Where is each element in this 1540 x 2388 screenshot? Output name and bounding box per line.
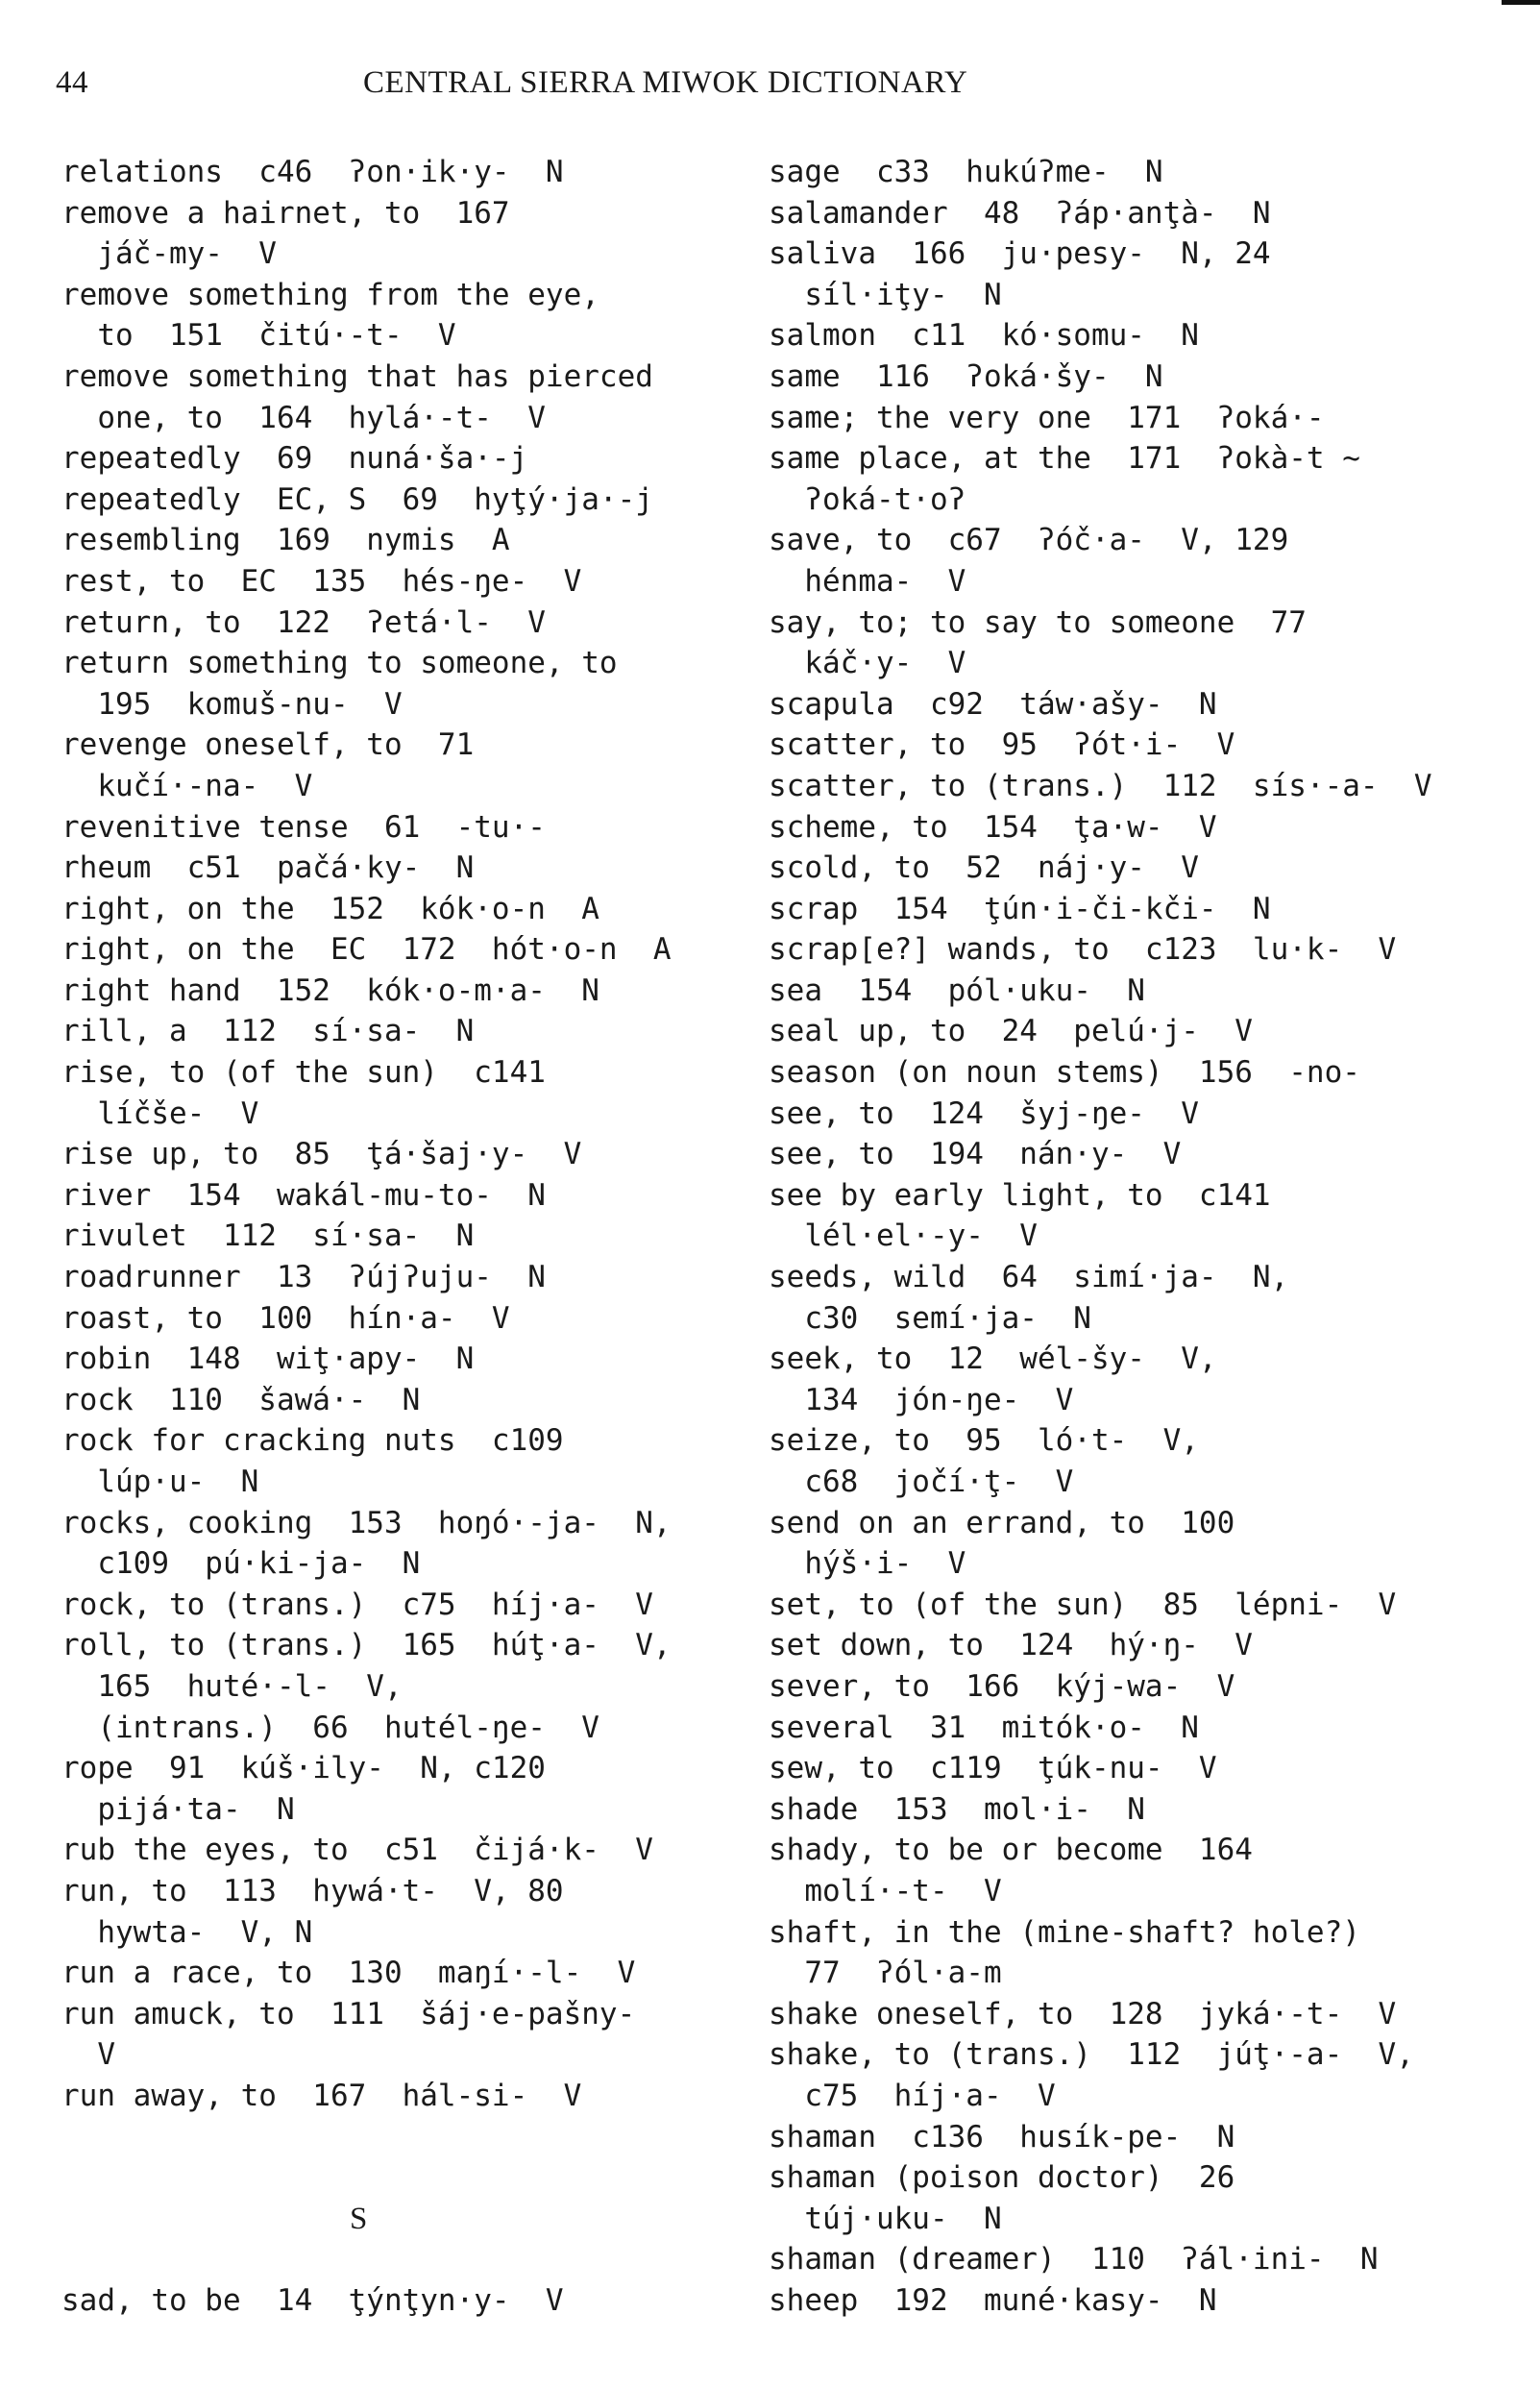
dictionary-entry-line: sew, to c119 ţúk-nu- V [769,1751,1217,1786]
dictionary-entry-line: same 116 ʔoká·šy- N [769,358,1163,394]
dictionary-entry-line: seize, to 95 ló·t- V, [769,1423,1199,1459]
dictionary-entry-line: c68 jočí·ţ- V [769,1465,1074,1499]
dictionary-entry-line: season (on noun stems) 156 -no- [769,1055,1360,1091]
dictionary-entry-line: jáč-my- V [61,236,277,272]
dictionary-entry-line: shaman (poison doctor) 26 [769,2160,1235,2196]
dictionary-entry-line: sever, to 166 kýj-wa- V [769,1668,1235,1704]
dictionary-entry-line: save, to c67 ʔóč·a- V, 129 [769,523,1289,558]
dictionary-entry-line: shaman c136 husík-pe- N [769,2119,1235,2154]
dictionary-entry-line: one, to 164 hylá·-t- V [61,400,546,435]
dictionary-entry-line: 195 komuš-nu- V [61,686,403,722]
dictionary-entry-line: several 31 mitók·o- N [769,1710,1199,1745]
dictionary-entry-line: robin 148 wiţ·apy- N [61,1342,475,1377]
dictionary-entry-line: shake oneself, to 128 jyká·-t- V [769,1996,1397,2031]
dictionary-entry-line: hywta- V, N [61,1914,313,1950]
dictionary-entry-line: roadrunner 13 ʔújʔuju- N [61,1260,546,1295]
dictionary-entry-line: salmon c11 kó·somu- N [769,318,1199,354]
dictionary-entry-line: káč·y- V [769,646,966,681]
dictionary-entry-line: rest, to EC 135 hés-ŋe- V [61,563,582,599]
page-edge-mark [1502,0,1540,5]
dictionary-entry-line: hénma- V [769,563,966,599]
dictionary-entry-line: rill, a 112 sí·sa- N [61,1014,475,1049]
dictionary-entry-line: ʔoká-t·oʔ [769,481,966,517]
dictionary-entry-line: c75 híj·a- V [769,2078,1056,2113]
dictionary-entry-line: resembling 169 nymis A [61,523,510,558]
dictionary-entry-line: set down, to 124 hý·ŋ- V [769,1628,1253,1663]
blank-line [61,2239,724,2280]
dictionary-entry-line: lúp·u- N [61,1465,259,1499]
dictionary-entry-line: seal up, to 24 pelú·j- V [769,1014,1253,1049]
dictionary-entry-line: shaman (dreamer) 110 ʔál·ini- N [769,2242,1379,2277]
blank-line [61,2117,724,2158]
dictionary-entry-line: right, on the EC 172 hót·o-n A [61,932,672,968]
dictionary-entry-line: rock 110 šawá·- N [61,1382,421,1417]
dictionary-entry-line: 77 ʔól·a-m [769,1956,1002,1991]
dictionary-entry-line: set, to (of the sun) 85 lépni- V [769,1587,1397,1622]
dictionary-entry-line: run, to 113 hywá·t- V, 80 [61,1873,564,1908]
dictionary-entry-line: say, to; to say to someone 77 [769,604,1307,640]
dictionary-entry-line: rub the eyes, to c51 čijá·k- V [61,1833,653,1868]
dictionary-entry-line: right, on the 152 kók·o-n A [61,891,599,926]
dictionary-entry-line: c109 pú·ki-ja- N [61,1546,421,1582]
dictionary-entry-line: remove something from the eye, [61,277,599,312]
dictionary-entry-line: salamander 48 ʔáp·anţà- N [769,195,1271,231]
dictionary-entry-line: shade 153 mol·i- N [769,1791,1145,1827]
dictionary-entry-line: pijá·ta- N [61,1791,295,1827]
dictionary-entry-line: c30 semí·ja- N [769,1300,1091,1336]
dictionary-entry-line: scatter, to 95 ʔót·i- V [769,727,1235,763]
dictionary-entry-line: rock, to (trans.) c75 híj·a- V [61,1587,653,1622]
dictionary-entry-line: scold, to 52 náj·y- V [769,850,1199,886]
dictionary-entry-line: rock for cracking nuts c109 [61,1423,564,1459]
dictionary-entry-line: shaft, in the (mine-shaft? hole?) [769,1914,1360,1950]
dictionary-entry-line: scapula c92 táw·ašy- N [769,686,1217,722]
dictionary-entry-line: sage c33 hukúʔme- N [769,155,1163,189]
dictionary-entry-line: lél·el·-y- V [769,1219,1038,1254]
dictionary-entry-line: rheum c51 pačá·ky- N [61,850,475,886]
dictionary-entry-line: see by early light, to c141 [769,1177,1271,1213]
dictionary-entry-line: seeds, wild 64 simí·ja- N, [769,1260,1289,1295]
dictionary-entry-line: scrap[e?] wands, to c123 lu·k- V [769,932,1397,968]
dictionary-entry-line: relations c46 ʔon·ik·y- N [61,155,564,189]
dictionary-entry-line: rocks, cooking 153 hoŋó·-ja- N, [61,1505,672,1540]
page-number: 44 [56,65,88,100]
dictionary-entry-line: rise up, to 85 ţá·šaj·y- V [61,1137,582,1172]
running-title: CENTRAL SIERRA MIWOK DICTIONARY [363,65,968,100]
dictionary-entry-line: roll, to (trans.) 165 húţ·a- V, [61,1628,672,1663]
dictionary-entry-line: sad, to be 14 ţýnţyn·y- V [61,2282,564,2318]
dictionary-entry-line: to 151 čitú·-t- V [61,318,456,354]
dictionary-entry-line: scheme, to 154 ţa·w- V [769,809,1217,845]
dictionary-entry-line: seek, to 12 wél-šy- V, [769,1342,1217,1377]
dictionary-entry-line: repeatedly EC, S 69 hyţý·ja·-j [61,481,653,517]
dictionary-entry-line: rivulet 112 sí·sa- N [61,1219,475,1254]
dictionary-entry-line: return something to someone, to [61,646,618,681]
dictionary-entry-line: repeatedly 69 nuná·ša·-j [61,441,528,477]
dictionary-entry-line: shake, to (trans.) 112 júţ·-a- V, [769,2037,1414,2073]
dictionary-entry-line: see, to 124 šyj-ŋe- V [769,1096,1199,1131]
dictionary-entry-line: run away, to 167 hál-si- V [61,2078,582,2113]
dictionary-entry-line: hýš·i- V [769,1546,966,1582]
dictionary-entry-line: same; the very one 171 ʔoká·- [769,400,1325,435]
dictionary-entry-line: síl·iţy- N [769,277,1002,312]
dictionary-entry-line: run a race, to 130 maŋí·-l- V [61,1956,636,1991]
dictionary-entry-line: túj·uku- N [769,2201,1002,2236]
dictionary-entry-line: 134 jón-ŋe- V [769,1382,1074,1417]
dictionary-entry-line: molí·-t- V [769,1873,1002,1908]
dictionary-entry-line: kučí·-na- V [61,768,313,803]
dictionary-entry-line: V [61,2037,115,2073]
dictionary-entry-line: rope 91 kúš·ily- N, c120 [61,1751,546,1786]
dictionary-entry-line: shady, to be or become 164 [769,1833,1253,1868]
dictionary-entry-line: run amuck, to 111 šáj·e-pašny- [61,1996,636,2031]
dictionary-entry-line: sheep 192 muné·kasy- N [769,2282,1217,2318]
dictionary-entry-line: river 154 wakál-mu-to- N [61,1177,546,1213]
dictionary-entry-line: líčše- V [61,1096,259,1131]
dictionary-entry-line: scrap 154 ţún·i-či-kči- N [769,891,1271,926]
section-letter: S [350,2201,368,2236]
dictionary-entry-line: saliva 166 ju·pesy- N, 24 [769,236,1271,272]
dictionary-entry-line: remove something that has pierced [61,358,653,394]
dictionary-entry-line: send on an errand, to 100 [769,1505,1235,1540]
dictionary-entry-line: roast, to 100 hín·a- V [61,1300,510,1336]
blank-line [61,2157,724,2199]
dictionary-entry-line: remove a hairnet, to 167 [61,195,510,231]
dictionary-entry-line: (intrans.) 66 hutél-ŋe- V [61,1710,599,1745]
dictionary-entry-line: rise, to (of the sun) c141 [61,1055,546,1091]
left-column [61,152,724,2321]
right-column [769,152,1528,2321]
dictionary-entry-line: right hand 152 kók·o-m·a- N [61,972,599,1008]
dictionary-entry-line: 165 huté·-l- V, [61,1668,403,1704]
dictionary-entry-line: revenge oneself, to 71 [61,727,475,763]
dictionary-entry-line: sea 154 pól·uku- N [769,972,1145,1008]
dictionary-entry-line: scatter, to (trans.) 112 sís·-a- V [769,768,1432,803]
dictionary-entry-line: revenitive tense 61 -tu·- [61,809,546,845]
dictionary-entry-line: return, to 122 ʔetá·l- V [61,604,546,640]
page-header [0,65,1540,113]
dictionary-entry-line: see, to 194 nán·y- V [769,1137,1182,1172]
dictionary-entry-line: same place, at the 171 ʔokà-t ~ [769,441,1360,477]
